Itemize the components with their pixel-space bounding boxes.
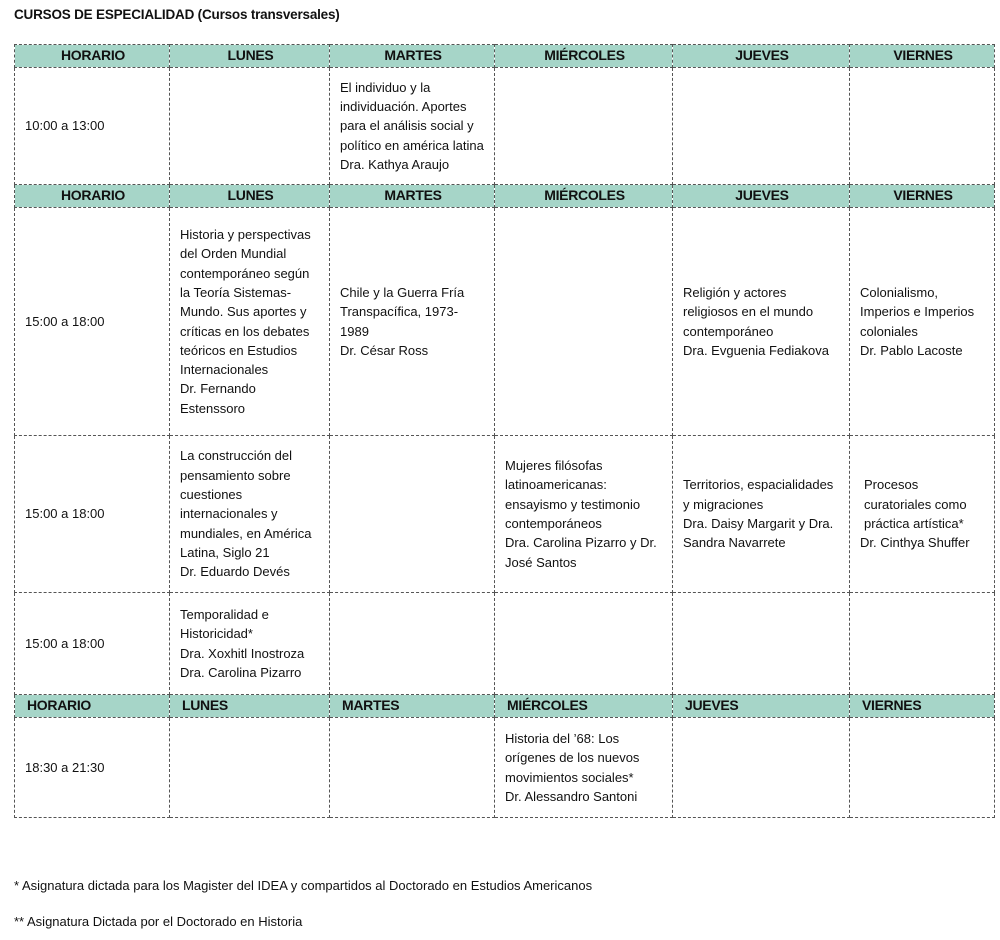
time-slot: 15:00 a 18:00: [15, 436, 170, 593]
course-cell: [850, 68, 995, 185]
course-title: La construcción del pensamiento sobre cuestiones internacionales y mundiales, en América Latina, Siglo 21: [180, 448, 312, 560]
course-cell: [495, 208, 673, 436]
course-cell: [673, 68, 850, 185]
schedule-row: [15, 68, 995, 185]
course-instructor: Dra. Evguenia Fediakova: [683, 342, 829, 358]
course-cell: [170, 436, 330, 593]
header-cell-miércoles: MIÉRCOLES: [495, 695, 673, 718]
header-row: [15, 45, 995, 68]
course-cell: [673, 208, 850, 436]
schedule-row: [15, 208, 995, 436]
header-cell-horario: HORARIO: [15, 45, 170, 68]
schedule-row: [15, 593, 995, 695]
course-title: Historia del ’68: Los orígenes de los nuevos movimientos sociales*: [505, 730, 640, 785]
course-instructor: Dr. Alessandro Santoni: [505, 788, 638, 804]
course-cell: [495, 593, 673, 695]
header-cell-lunes: LUNES: [170, 45, 330, 68]
course-instructor: Dr. Eduardo Devés: [180, 564, 290, 580]
course-instructor: Dra. Kathya Araujo: [340, 156, 450, 172]
header-cell-lunes: LUNES: [170, 695, 330, 718]
document-title: CURSOS DE ESPECIALIDAD (Cursos transversales): [14, 7, 340, 22]
time-slot: 15:00 a 18:00: [15, 593, 170, 695]
course-title: Temporalidad e Historicidad*: [180, 606, 269, 642]
header-cell-martes: MARTES: [330, 45, 495, 68]
time-slot: 18:30 a 21:30: [15, 718, 170, 818]
header-cell-martes: MARTES: [330, 185, 495, 208]
course-title: Historia y perspectivas del Orden Mundial contemporáneo según la Teoría Sistemas-Mundo. Sus aportes y críticas en los debates teóricos en Estudios Internacionales: [180, 227, 311, 378]
schedule-row: [15, 436, 995, 593]
time-slot: 15:00 a 18:00: [15, 208, 170, 436]
course-cell: [495, 718, 673, 818]
schedule-table: [14, 44, 995, 818]
course-cell: [673, 593, 850, 695]
course-title: Mujeres filósofas latinoamericanas: ensayismo y testimonio contemporáneos: [505, 458, 641, 531]
header-cell-jueves: JUEVES: [673, 695, 850, 718]
course-cell: [673, 436, 850, 593]
course-instructor: Dr. Pablo Lacoste: [860, 342, 963, 358]
course-title: Chile y la Guerra Fría Transpacífica, 1973-1989: [340, 284, 465, 339]
course-instructor: Dra. Daisy Margarit y Dra. Sandra Navarrete: [683, 516, 834, 551]
course-cell: [170, 208, 330, 436]
header-cell-horario: HORARIO: [15, 695, 170, 718]
course-cell: [330, 68, 495, 185]
header-cell-jueves: JUEVES: [673, 45, 850, 68]
course-instructor: Dr. César Ross: [340, 342, 429, 358]
course-title: Territorios, espacialidades y migraciones: [683, 477, 834, 512]
header-cell-viernes: VIERNES: [850, 45, 995, 68]
header-cell-lunes: LUNES: [170, 185, 330, 208]
course-title: El individuo y la individuación. Aportes para el análisis social y político en américa latina: [340, 79, 484, 153]
course-cell: [170, 68, 330, 185]
course-cell: [850, 208, 995, 436]
course-cell: [330, 436, 495, 593]
course-title: Procesos curatoriales como práctica artística*: [864, 477, 967, 531]
course-cell: [850, 593, 995, 695]
header-cell-jueves: JUEVES: [673, 185, 850, 208]
course-instructor: Dra. Carolina Pizarro: [180, 664, 302, 680]
schedule-row: [15, 718, 995, 818]
course-title: Colonialismo, Imperios e Imperios coloniales: [860, 284, 975, 339]
course-instructor: Dra. Xoxhitl Inostroza: [180, 645, 305, 661]
course-instructor: Dr. Fernando Estenssoro: [180, 381, 256, 416]
course-cell: [850, 718, 995, 818]
time-slot: 10:00 a 13:00: [15, 68, 170, 185]
course-cell: [170, 718, 330, 818]
course-cell: [330, 208, 495, 436]
course-cell: [330, 718, 495, 818]
course-title: Religión y actores religiosos en el mundo contemporáneo: [683, 284, 814, 339]
header-cell-miércoles: MIÉRCOLES: [495, 45, 673, 68]
header-cell-viernes: VIERNES: [850, 185, 995, 208]
footnote-1: * Asignatura dictada para los Magister del IDEA y compartidos al Doctorado en Estudios Americanos: [14, 878, 593, 893]
course-cell: [170, 593, 330, 695]
course-instructor: Dr. Cinthya Shuffer: [860, 535, 970, 551]
course-cell: [330, 593, 495, 695]
header-row: [15, 695, 995, 718]
course-cell: [850, 436, 995, 593]
header-row: [15, 185, 995, 208]
header-cell-viernes: VIERNES: [850, 695, 995, 718]
course-cell: [495, 436, 673, 593]
course-cell: [673, 718, 850, 818]
header-cell-horario: HORARIO: [15, 185, 170, 208]
course-instructor: Dra. Carolina Pizarro y Dr. José Santos: [505, 535, 657, 570]
header-cell-miércoles: MIÉRCOLES: [495, 185, 673, 208]
course-cell: [495, 68, 673, 185]
header-cell-martes: MARTES: [330, 695, 495, 718]
footnote-2: ** Asignatura Dictada por el Doctorado en Historia: [14, 914, 303, 929]
